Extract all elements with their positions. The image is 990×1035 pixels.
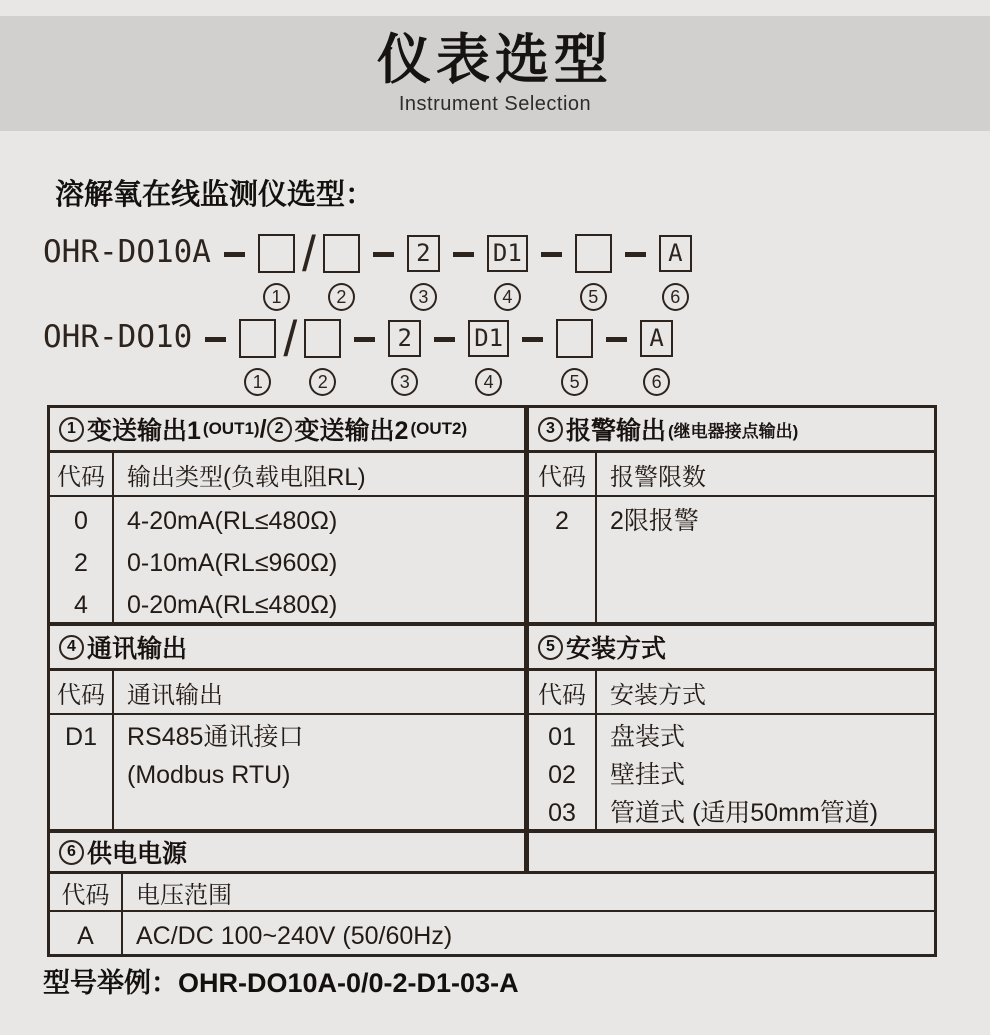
option-box-empty <box>258 234 295 273</box>
desc-cell <box>123 912 452 954</box>
code-value: 4 <box>74 591 88 619</box>
header-alarm-output <box>529 408 934 453</box>
header-label: 变送输出2 <box>294 417 409 445</box>
option-slot-2 <box>304 316 341 396</box>
code-value: 2 <box>555 507 569 535</box>
option-box-comm-code: D1 <box>487 235 528 272</box>
dash-connector <box>541 252 562 257</box>
header-label: 报警输出 <box>566 417 667 445</box>
option-slot-5 <box>556 316 593 396</box>
code-column-header: 代码 <box>529 453 597 495</box>
desc-cell <box>597 497 699 622</box>
code-value: 02 <box>548 761 576 789</box>
code-column-header: 代码 <box>529 671 597 713</box>
code-cell <box>529 715 597 829</box>
option-slot-5 <box>575 231 612 311</box>
option-slot-3 <box>388 316 421 396</box>
header-comm-output <box>50 626 524 671</box>
dash-connector <box>224 252 245 257</box>
option-slot-3 <box>407 231 440 311</box>
option-slot-6 <box>640 316 673 396</box>
column-header-row <box>50 874 934 912</box>
option-slot-2 <box>323 231 360 311</box>
circle-marker-4: 4 <box>475 368 502 396</box>
model-name: OHR-DO10A <box>43 234 211 270</box>
header-transmit-output <box>50 408 524 453</box>
dash-connector <box>434 337 455 342</box>
option-box-power-code: A <box>640 320 673 357</box>
circle-marker-2: 2 <box>309 368 336 396</box>
desc-column-header: 安装方式 <box>610 681 706 709</box>
data-rows <box>50 912 934 954</box>
code-value: 0 <box>74 507 88 535</box>
desc-value: 壁挂式 <box>610 761 686 789</box>
empty-cell <box>529 833 934 871</box>
code-column-header: 代码 <box>50 453 114 495</box>
dash-connector <box>354 337 375 342</box>
header-label: 供电电源 <box>87 840 188 868</box>
section-power-supply <box>50 829 934 954</box>
panel-transmit-output <box>50 408 529 622</box>
option-box-empty <box>239 319 276 358</box>
data-rows <box>529 497 934 622</box>
code-value: A <box>77 922 94 950</box>
option-slot-4 <box>468 316 509 396</box>
circled-number-5: 5 <box>538 635 563 660</box>
desc-column-header: 通讯输出 <box>127 681 223 709</box>
option-box-empty <box>575 234 612 273</box>
header-label: 变送输出1 <box>87 417 201 445</box>
desc-cell <box>597 715 878 829</box>
model-line-do10a <box>43 226 692 311</box>
option-slot-1 <box>239 316 276 396</box>
header-label-small: (继电器接点输出) <box>668 421 799 441</box>
panel-comm-output <box>50 626 529 829</box>
circled-number-2: 2 <box>267 417 292 442</box>
data-rows <box>50 715 524 829</box>
code-value: 01 <box>548 723 576 751</box>
option-box-empty <box>304 319 341 358</box>
header-label: 通讯输出 <box>87 635 188 663</box>
desc-value: (Modbus RTU) <box>127 761 291 789</box>
dash-connector <box>205 337 226 342</box>
circle-marker-5: 5 <box>580 283 607 311</box>
circle-marker-3: 3 <box>410 283 437 311</box>
header-label: 安装方式 <box>566 635 667 663</box>
header-power-supply <box>50 833 529 871</box>
power-header-row <box>50 833 934 874</box>
dash-connector <box>522 337 543 342</box>
code-value: 03 <box>548 799 576 827</box>
code-column-header: 代码 <box>50 671 114 713</box>
model-example <box>43 961 519 1000</box>
circle-marker-5: 5 <box>561 368 588 396</box>
circled-number-4: 4 <box>59 635 84 660</box>
desc-value: 4-20mA(RL≤480Ω) <box>127 507 338 535</box>
page-subtitle: Instrument Selection <box>398 93 592 116</box>
code-cell <box>50 715 114 829</box>
circle-marker-1: 1 <box>263 283 290 311</box>
column-header-row <box>50 453 524 497</box>
section-transmit-alarm <box>50 408 934 622</box>
circle-marker-6: 6 <box>662 283 689 311</box>
header-label-small: (OUT2) <box>410 419 468 438</box>
data-rows <box>529 715 934 829</box>
desc-column-header: 报警限数 <box>610 463 706 491</box>
desc-value: 管道式 (适用50mm管道) <box>610 799 879 827</box>
desc-column-header: 电压范围 <box>136 881 232 909</box>
option-slot-4 <box>487 231 528 311</box>
panel-mounting <box>529 626 934 829</box>
column-header-row <box>529 671 934 715</box>
option-box-empty <box>556 319 593 358</box>
model-example-value: OHR-DO10A-0/0-2-D1-03-A <box>178 968 519 998</box>
desc-value: AC/DC 100~240V (50/60Hz) <box>136 922 453 950</box>
section-heading: 溶解氧在线监测仪选型： <box>55 179 375 211</box>
model-name: OHR-DO10 <box>43 319 193 355</box>
option-slot-1 <box>258 231 295 311</box>
desc-value: 0-20mA(RL≤480Ω) <box>127 591 338 619</box>
option-slot-6 <box>659 231 692 311</box>
selection-table <box>47 405 937 957</box>
dash-connector <box>373 252 394 257</box>
dash-connector <box>625 252 646 257</box>
option-box-alarm-code: 2 <box>407 235 440 272</box>
dash-connector <box>606 337 627 342</box>
code-cell <box>50 497 114 622</box>
code-value: 2 <box>74 549 88 577</box>
circle-marker-3: 3 <box>391 368 418 396</box>
code-cell <box>50 912 123 954</box>
circled-number-6: 6 <box>59 840 84 865</box>
desc-cell <box>114 497 337 622</box>
title-banner <box>0 16 990 131</box>
option-box-comm-code: D1 <box>468 320 509 357</box>
header-label-small: (OUT1) <box>202 419 260 438</box>
column-header-row <box>529 453 934 497</box>
desc-value: 盘装式 <box>610 723 686 751</box>
code-cell <box>529 497 597 622</box>
circle-marker-4: 4 <box>494 283 521 311</box>
desc-value: RS485通讯接口 <box>127 723 304 751</box>
code-value: D1 <box>65 723 97 751</box>
data-rows <box>50 497 524 622</box>
option-box-power-code: A <box>659 235 692 272</box>
page-title: 仪表选型 <box>377 29 613 90</box>
code-column-header: 代码 <box>50 874 123 910</box>
desc-column-header: 输出类型(负载电阻RL) <box>127 463 366 491</box>
desc-value: 0-10mA(RL≤960Ω) <box>127 549 338 577</box>
desc-cell <box>114 715 303 829</box>
circle-marker-1: 1 <box>244 368 271 396</box>
circle-marker-2: 2 <box>328 283 355 311</box>
header-mounting <box>529 626 934 671</box>
model-line-do10 <box>43 311 673 396</box>
panel-alarm-output <box>529 408 934 622</box>
column-header-row <box>50 671 524 715</box>
slash-separator: / <box>301 226 316 282</box>
desc-value: 2限报警 <box>610 507 699 535</box>
model-example-label: 型号举例： <box>43 968 178 998</box>
header-separator: / <box>259 414 267 443</box>
dash-connector <box>453 252 474 257</box>
circle-marker-6: 6 <box>643 368 670 396</box>
circled-number-3: 3 <box>538 417 563 442</box>
section-comm-mounting <box>50 622 934 829</box>
circled-number-1: 1 <box>59 417 84 442</box>
slash-separator: / <box>283 311 298 367</box>
option-box-alarm-code: 2 <box>388 320 421 357</box>
option-box-empty <box>323 234 360 273</box>
